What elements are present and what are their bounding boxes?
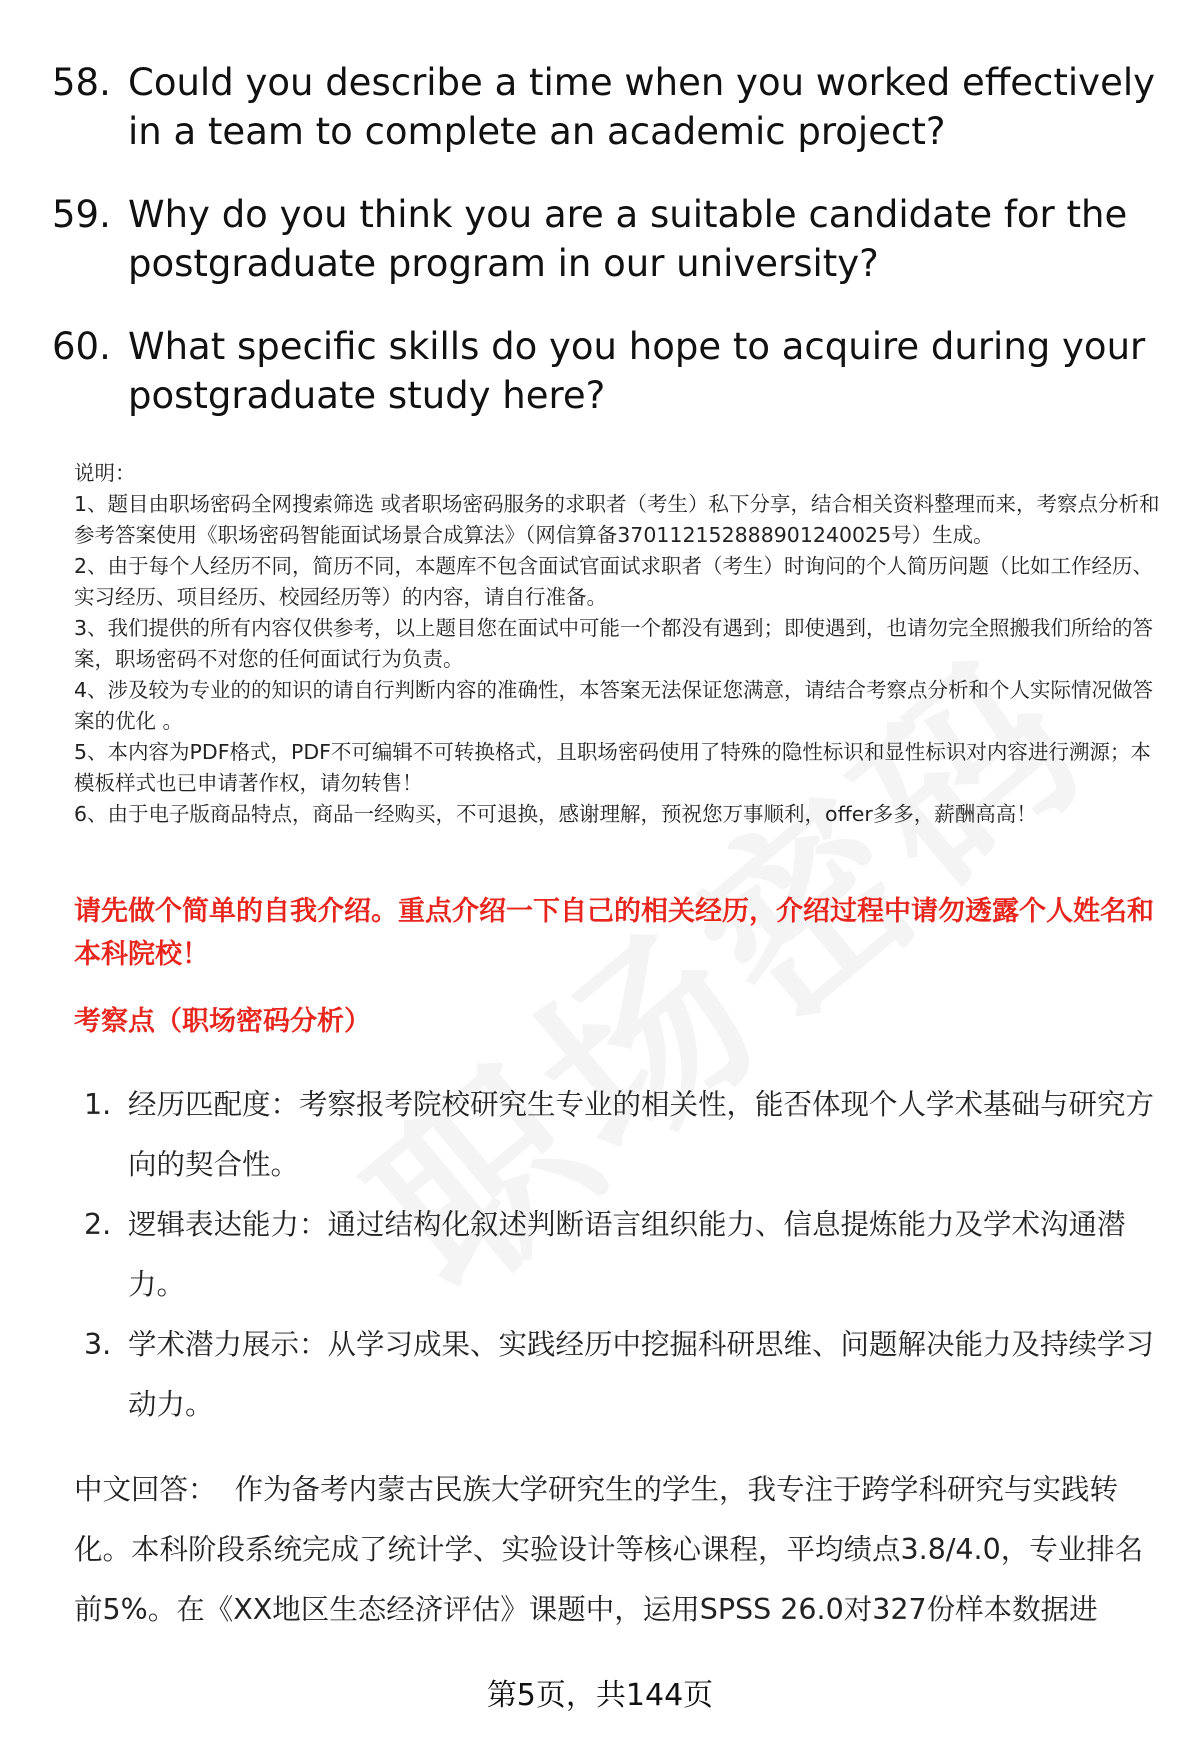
point-text: 经历匹配度：考察报考院校研究生专业的相关性，能否体现个人学术基础与研究方向的契合性。 [128, 1088, 1155, 1181]
question-heading: 请先做个简单的自我介绍。重点介绍一下自己的相关经历，介绍过程中请勿透露个人姓名和本科院校！ [74, 896, 1154, 970]
answer-label: 中文回答： [74, 1473, 217, 1506]
notes-title: 说明： [74, 461, 136, 485]
analysis-point [84, 1315, 1154, 1435]
question-item [52, 58, 1162, 156]
point-number: 2. [84, 1208, 112, 1241]
note-item: 6、由于电子版商品特点，商品一经购买，不可退换，感谢理解，预祝您万事顺利，offer多多，薪酬高高！ [74, 802, 1037, 826]
analysis-heading: 考察点（职场密码分析） [74, 1006, 371, 1037]
answer-text: 作为备考内蒙古民族大学研究生的学生，我专注于跨学科研究与实践转化。本科阶段系统完成了统计学、实验设计等核心课程，平均绩点3.8/4.0，专业排名前5%。在《XX地区生态经济评估》课题中，运用SPSS 26.0对327份样本数据进 [74, 1473, 1144, 1626]
analysis-point [84, 1075, 1154, 1195]
point-text: 逻辑表达能力：通过结构化叙述判断语言组织能力、信息提炼能力及学术沟通潜力。 [128, 1208, 1126, 1301]
page-footer: 第5页，共144页 [486, 1678, 714, 1713]
question-text: What specific skills do you hope to acquire during your postgraduate study here? [128, 325, 1146, 417]
question-number: 59. [52, 193, 111, 236]
point-text: 学术潜力展示：从学习成果、实践经历中挖掘科研思维、问题解决能力及持续学习动力。 [128, 1328, 1155, 1421]
question-text: Could you describe a time when you worked effectively in a team to complete an academic project? [128, 61, 1156, 153]
note-item: 3、我们提供的所有内容仅供参考，以上题目您在面试中可能一个都没有遇到；即使遇到，也请勿完全照搬我们所给的答案，职场密码不对您的任何面试行为负责。 [74, 616, 1154, 671]
analysis-point [84, 1195, 1154, 1315]
question-number: 60. [52, 325, 111, 368]
note-item: 4、涉及较为专业的的知识的请自行判断内容的准确性，本答案无法保证您满意，请结合考察点分析和个人实际情况做答案的优化 。 [74, 678, 1154, 733]
note-item: 1、题目由职场密码全网搜索筛选 或者职场密码服务的求职者（考生）私下分享，结合相关资料整理而来，考察点分析和参考答案使用《职场密码智能面试场景合成算法》（网信算备370112152888901240025号）生成。 [74, 492, 1160, 547]
notes-section [74, 458, 1164, 830]
point-number: 1. [84, 1088, 112, 1121]
answer-section [74, 1460, 1154, 1640]
question-text: Why do you think you are a suitable candidate for the postgraduate program in our university? [128, 193, 1128, 285]
question-item [52, 190, 1162, 288]
question-number: 58. [52, 61, 111, 104]
question-list [52, 58, 1162, 454]
analysis-points [84, 1075, 1154, 1435]
point-number: 3. [84, 1328, 112, 1361]
question-item [52, 322, 1162, 420]
note-item: 2、由于每个人经历不同，简历不同，本题库不包含面试官面试求职者（考生）时询问的个人简历问题（比如工作经历、实习经历、项目经历、校园经历等）的内容，请自行准备。 [74, 554, 1154, 609]
note-item: 5、本内容为PDF格式，PDF不可编辑不可转换格式，且职场密码使用了特殊的隐性标识和显性标识对内容进行溯源；本模板样式也已申请著作权，请勿转售！ [74, 740, 1151, 795]
